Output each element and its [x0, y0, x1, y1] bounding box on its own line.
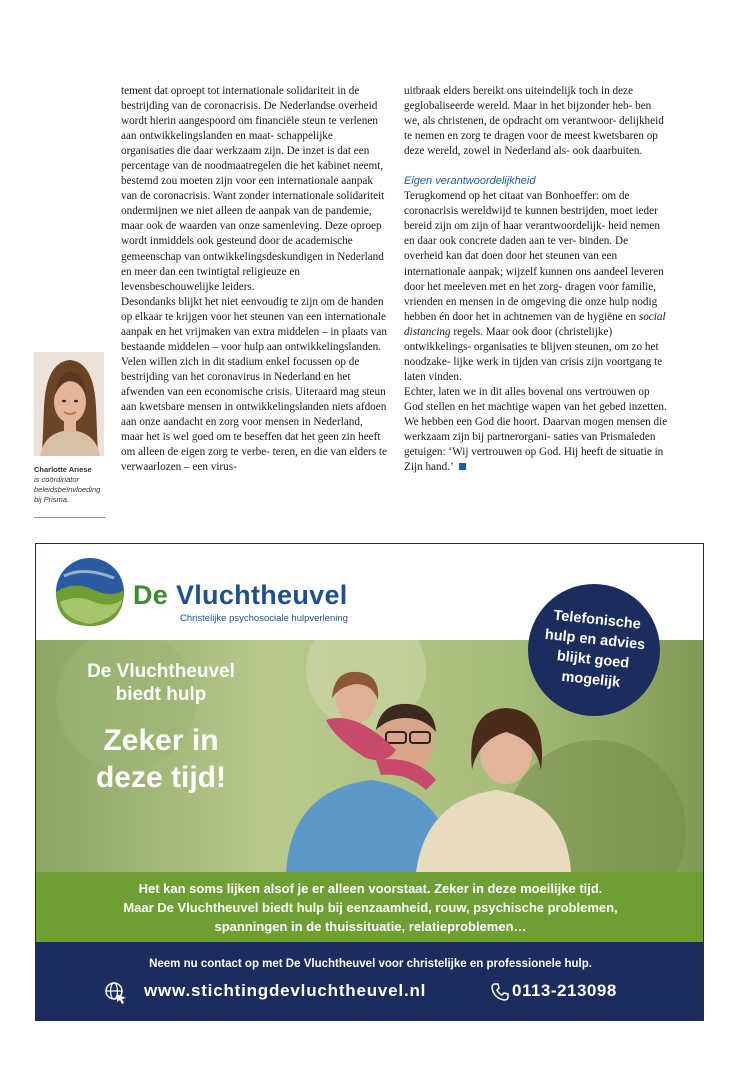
end-of-article-mark	[459, 463, 466, 470]
article-column-1	[121, 84, 387, 475]
brand-word: Vluchtheuvel	[175, 580, 348, 610]
banner-line: Maar De Vluchtheuvel biedt hulp bij eenzaamheid, rouw, psychische problemen,	[123, 899, 618, 915]
brand-tagline: Christelijke psychosociale hulpverlening	[180, 613, 348, 624]
ad-contact-bar	[36, 942, 704, 1021]
article-paragraph: Desondanks blijkt het niet eenvoudig te zijn om de handen op elkaar te krijgen voor het steunen van een internationale aanpak en het vrijmaken van extra middelen – in plaats van bestaande middelen – voor hulp aan ontwikkelingslanden. Velen willen zich in dit stadium enkel focussen op de bestrijding van het coronavirus in Nederland en het afwenden van een economische crisis. Uiteraard mag steun aan kwetsbare mensen in ontwikkelingslanden niets afdoen aan onze aandacht en zorg voor mensen in Nederland, maar het is wel goed om te beseffen dat het geen zin heeft om alleen de eigen zorg te verbe- teren, en die van elders te verwaarlozen – een virus-	[121, 295, 387, 474]
author-caption	[34, 465, 108, 505]
brand-prefix: De	[133, 580, 169, 610]
phone-number[interactable]: 0113-213098	[512, 981, 617, 1000]
article-italic-term: social distancing	[404, 310, 666, 338]
brand-name	[133, 580, 348, 611]
hero-title-line: biedt hulp	[115, 684, 207, 705]
hero-slogan-line: Zeker in	[103, 724, 219, 757]
ad-green-banner	[36, 872, 704, 942]
contact-line: Neem nu contact op met De Vluchtheuvel voor christelijke en professionele hulp.	[149, 958, 592, 970]
author-role: is coördinator	[34, 475, 80, 484]
vluchtheuvel-logo-icon	[54, 556, 126, 628]
article-text: Terugkomend op het citaat van Bonhoeffer: om de coronacrisis wereldwijd te kunnen bestrijden, moet ieder bereid zijn om zijn of haar verantwoordelijk- heid nemen en daar ook concrete daden aan te ver- binden. De overheid kan dat doen door het steunen van een internationale aanpak; wijzelf kunnen ons aandeel leveren door het meeleven met en het zorg- dragen voor familie, vrienden en mensen in de omgeving die onze hulp nodig hebben én door het in achtnemen van de hygiëne en	[404, 190, 664, 323]
article-text: regels. Maar ook door (christelijke) ontwikkelings- organisaties te blijven steunen, om zo het noodzake- lijke werk in tijden van crisis zijn voortgang te laten vinden.	[404, 325, 663, 383]
article-paragraph	[404, 385, 668, 475]
article-subheading: Eigen verantwoordelijkheid	[404, 175, 536, 188]
hero-title	[76, 660, 246, 706]
author-role: bij Prisma.	[34, 495, 70, 504]
author-name: Charlotte Ariese	[34, 465, 92, 474]
author-photo	[34, 352, 104, 456]
article-paragraph	[404, 189, 668, 385]
globe-cursor-icon	[104, 981, 128, 1005]
phone-icon	[490, 982, 510, 1002]
article-column-2	[404, 84, 668, 475]
advertisement	[35, 543, 704, 1021]
hero-slogan-line: deze tijd!	[95, 761, 226, 794]
article-paragraph: uitbraak elders bereikt ons uiteindelijk toch in deze geglobaliseerde wereld. Maar in het bijzonder heb- ben we, als christenen, de opdracht om verantwoor- delijkheid te nemen en zorg te dragen voor de meest kwetsbaren op deze wereld, zowel in Nederland als- ook daarbuiten.	[404, 85, 664, 158]
phone-help-badge	[528, 584, 660, 716]
hero-slogan	[76, 722, 246, 796]
badge-text: Telefonische hulp en advies blijkt goed mogelijk	[544, 607, 646, 691]
article-text: Echter, laten we in dit alles bovenal ons vertrouwen op God stellen en het machtige wapen van het gebed inzetten. We hebben een God die hoort. Daarvan mogen mensen die werkzaam zijn bij partnerorgani- saties van Prismaleden getuigen: ‘Wij vertrouwen op God. Hij heeft de situatie in Zijn hand.’	[404, 385, 668, 474]
caption-divider	[34, 517, 106, 518]
hero-title-line: De Vluchtheuvel	[87, 661, 235, 682]
banner-line: spanningen in de thuissituatie, relatieproblemen…	[214, 918, 527, 934]
article-paragraph: tement dat oproept tot internationale solidariteit in de bestrijding van de coronacrisis. De Nederlandse overheid wordt hierin aangespoord om financiële steun te verlenen aan ontwikkelingslanden en maat- schappelijke organisaties die daar werkzaam zijn. De inzet is dat een percentage van de noodmaatregelen die het kabinet neemt, bestemd zou moeten zijn voor een internationale aanpak van de coronacrisis. Want zonder internationale solidariteit ondermijnen we niet alleen de aanpak van de pandemie, maar ook de waarden van onze samenleving. Deze oproep wordt inmiddels ook gesteund door de academische gemeenschap van ontwikkelingsdeskundigen in Nederland en meer dan een twintigtal religieuze en levensbeschouwelijke leiders.	[121, 85, 385, 293]
author-role: beleidsbeïnvloeding	[34, 485, 101, 494]
website-link[interactable]: www.stichtingdevluchtheuvel.nl	[144, 981, 427, 1000]
banner-line: Het kan soms lijken alsof je er alleen voorstaat. Zeker in deze moeilijke tijd.	[138, 880, 603, 896]
